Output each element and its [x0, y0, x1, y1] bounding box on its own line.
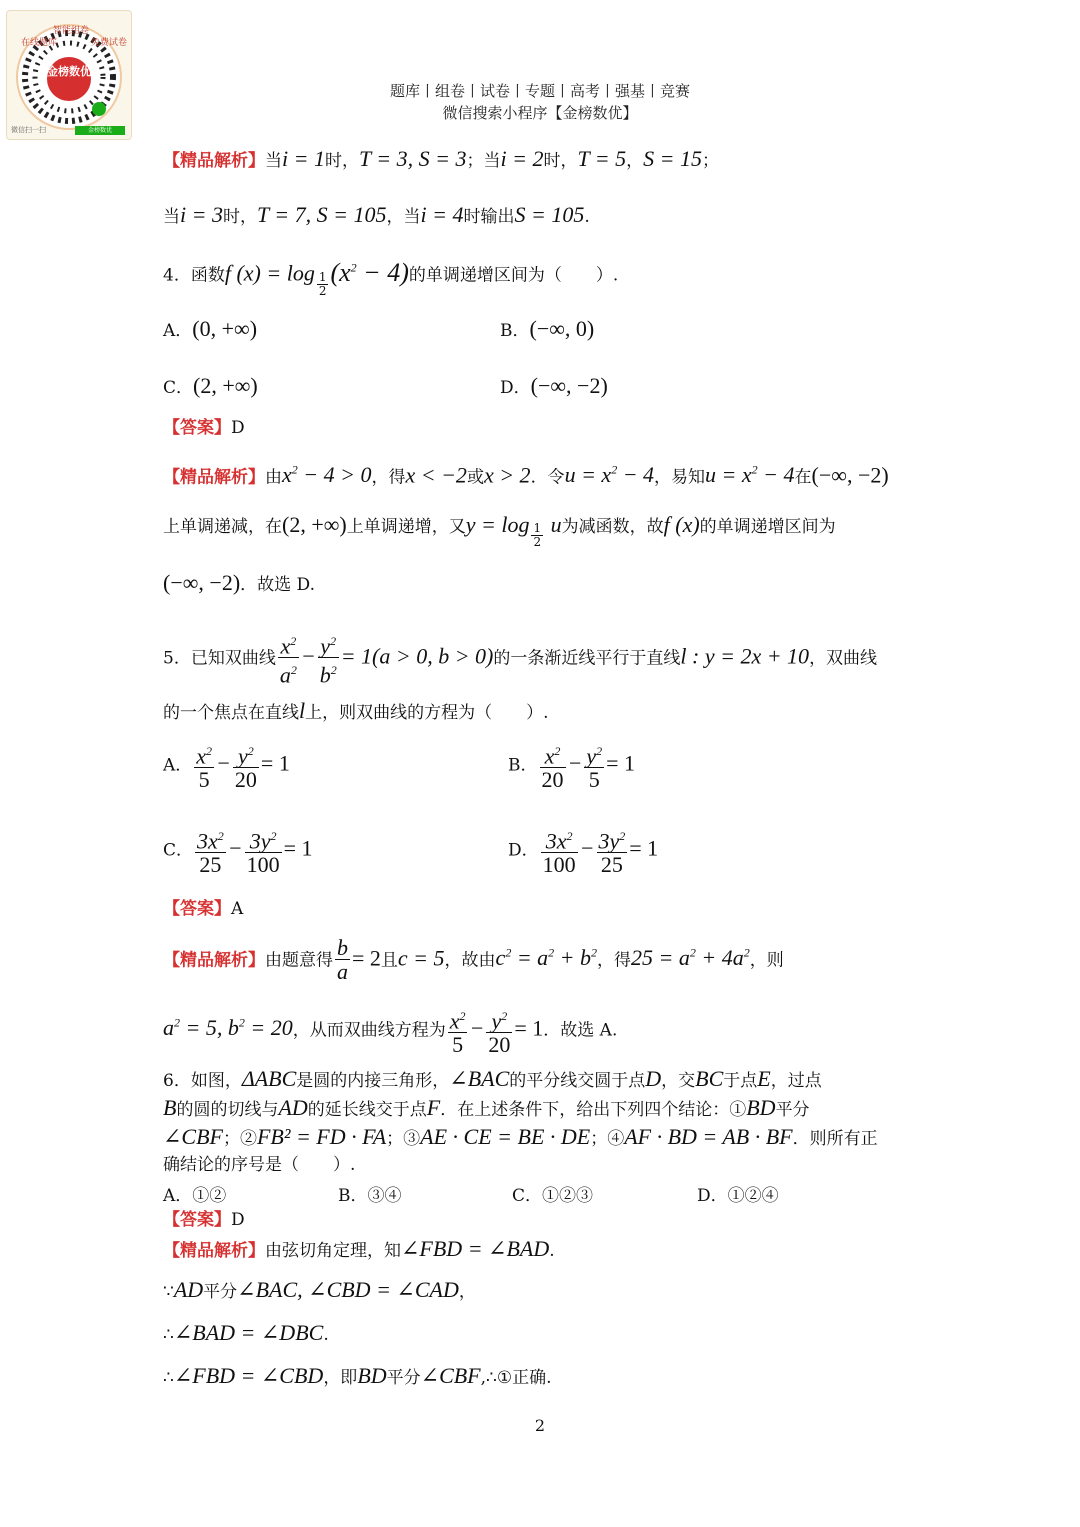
math: c = 5 — [397, 945, 445, 971]
frac-num: $y^2$ — [318, 630, 339, 658]
option-value: ③④ — [367, 1186, 402, 1206]
option-label: C． — [163, 378, 194, 398]
frac-num: $x^2$ — [278, 630, 299, 658]
text: 的一个焦点在直线 — [163, 703, 299, 723]
fraction — [245, 825, 282, 877]
text: 的一条渐近线平行于直线 — [493, 648, 681, 669]
math: ∠FBD = ∠BAD — [401, 1236, 550, 1261]
option-value: (0, +∞) — [192, 316, 258, 341]
frac-den: $a^2$ — [279, 662, 297, 688]
text: 于点 — [723, 1071, 758, 1091]
math: ∠FBD = ∠CBD — [173, 1363, 324, 1388]
answer-value: A — [231, 899, 244, 919]
math: $c^2 = a^2 + b^2$ — [495, 945, 598, 971]
frac-den: 2 — [533, 535, 542, 549]
fraction — [335, 937, 350, 984]
q4-analysis-line2 — [163, 510, 836, 549]
math: BD — [746, 1095, 776, 1120]
math-part: = 20 — [244, 1015, 293, 1041]
fraction — [318, 630, 339, 688]
frac-den: 20 — [234, 767, 257, 793]
text: ，得 — [371, 467, 406, 488]
frac-den: $b^2$ — [319, 662, 337, 688]
header-line1: 题库丨组卷丨试卷丨专题丨高考丨强基丨竞赛 — [389, 82, 690, 100]
text: ．故选 A. — [543, 1020, 618, 1041]
text: ， — [626, 151, 644, 171]
text: ，即 — [323, 1368, 358, 1388]
math-part: = 5, b — [180, 1015, 239, 1041]
q6-answer — [163, 1205, 245, 1235]
frac-num: $3y^2$ — [597, 825, 628, 853]
math: = 1 — [629, 835, 659, 861]
text: 由 — [265, 467, 282, 488]
math: x < −2 — [405, 462, 467, 488]
math: BD — [357, 1363, 387, 1388]
math: = 1 — [283, 835, 313, 861]
text: 上单调递增，又 — [346, 517, 466, 537]
answer-label: 【答案】 — [163, 418, 231, 438]
math: S = 105 — [514, 202, 585, 227]
text: 是圆的内接三角形， — [296, 1071, 450, 1091]
math: ΔABC — [241, 1066, 297, 1091]
text: . — [584, 207, 590, 227]
q6-option-d[interactable] — [697, 1181, 779, 1206]
math: F — [426, 1095, 441, 1120]
math-part: b — [319, 662, 331, 688]
option-label: C． — [512, 1186, 543, 1206]
math-part: u = x — [705, 462, 752, 488]
text: ，交 — [661, 1071, 696, 1091]
text: ；④ — [590, 1129, 625, 1149]
text: ，故由 — [444, 950, 496, 971]
text: . — [549, 1241, 555, 1261]
math: f (x) — [663, 512, 700, 537]
text: ；③ — [386, 1129, 421, 1149]
frac-num: b — [337, 935, 348, 961]
q6-option-c[interactable] — [512, 1181, 593, 1206]
text: 由题意得 — [265, 950, 333, 971]
text: . — [323, 1325, 329, 1345]
header-line2: 微信搜索小程序【金榜数优】 — [442, 104, 638, 122]
text: 在 — [794, 467, 812, 488]
math: i = 3 — [180, 202, 223, 227]
math: = 1 — [606, 750, 636, 776]
text: ，从而双曲线方程为 — [292, 1020, 446, 1041]
math: i = 2 — [500, 146, 544, 171]
text: ；当 — [466, 151, 501, 171]
option-value: ①②③ — [542, 1186, 594, 1206]
text: 由弦切角定理，知 — [265, 1241, 401, 1261]
q6-option-a[interactable] — [163, 1181, 226, 1206]
math: FB² = FD · FA — [256, 1124, 387, 1149]
math: i = 1 — [282, 146, 325, 171]
text: 时， — [543, 151, 578, 171]
logo-arc-text-mid: 智能组卷 — [53, 26, 90, 36]
math: (2, +∞) — [282, 512, 347, 537]
math: ∠CBF — [420, 1363, 481, 1388]
answer-label: 【答案】 — [163, 1210, 231, 1230]
q5-option-c[interactable]: C． $\frac{3x^2}{25}$ − $\frac{3y^2}{100}$ = 1 — [163, 825, 313, 877]
frac-den: 25 — [600, 852, 623, 878]
option-label: B． — [508, 755, 538, 776]
text: 为减函数，故 — [561, 517, 664, 537]
text: ∵ — [163, 1282, 174, 1302]
math: ∠BAC — [449, 1066, 510, 1091]
math: ∠BAD = ∠DBC — [173, 1320, 324, 1345]
q4-analysis-line1 — [163, 455, 889, 492]
page-number: 2 — [534, 1416, 546, 1435]
q5-analysis-line2: $a^2 = 5$, $b^2 = 20$，从而双曲线方程为 $\frac{x^2}{5}$ − $\frac{y^2}{20}$ = 1．故选 A. — [163, 998, 617, 1057]
text: 6．如图， — [163, 1071, 242, 1091]
math-part: − 4 > 0 — [297, 462, 372, 488]
math: x > 2 — [483, 462, 531, 488]
fraction — [195, 825, 226, 877]
fraction — [541, 825, 578, 877]
question-number: 4．函数 — [163, 265, 225, 286]
math-part: − 4) — [356, 257, 409, 287]
math-part: a — [163, 1015, 174, 1041]
option-value: (2, +∞) — [193, 373, 258, 398]
math-part: c — [495, 945, 506, 971]
analysis-label: 【精品解析】 — [163, 1241, 265, 1261]
math: AD — [173, 1277, 204, 1302]
math: B — [163, 1095, 177, 1120]
text: ∴ — [163, 1368, 174, 1388]
math: l : y = 2x + 10 — [680, 643, 810, 669]
math: i = 4 — [420, 202, 464, 227]
q6-analysis-line3 — [163, 1318, 329, 1350]
option-label: D． — [500, 378, 531, 398]
question-number: 5．已知双曲线 — [163, 648, 276, 669]
text: ， — [458, 1282, 476, 1302]
q5-stem-line2 — [163, 696, 549, 728]
option-label: A． — [163, 321, 193, 341]
q6-option-b[interactable] — [338, 1181, 402, 1206]
fraction — [448, 1005, 468, 1057]
analysis-label: 【精品解析】 — [163, 151, 265, 171]
fraction — [540, 740, 566, 792]
logo-center-badge: 金榜数优 — [47, 57, 91, 101]
frac-den: a — [337, 959, 348, 985]
q6-analysis-line4 — [163, 1361, 552, 1393]
math: f (x) = log — [224, 260, 315, 286]
math: $(x^2 - 4)$ — [330, 257, 409, 287]
frac-den: 5 — [198, 767, 210, 793]
frac-num: $y^2$ — [486, 1005, 512, 1033]
q5-option-d[interactable]: D． $\frac{3x^2}{100}$ − $\frac{3y^2}{25}$ = 1 — [508, 825, 658, 877]
q4-analysis-line3 — [163, 568, 315, 600]
log-base — [531, 522, 543, 549]
frac-den: 20 — [488, 1031, 511, 1057]
text: 时， — [324, 151, 359, 171]
text: 平分 — [386, 1368, 421, 1388]
text: 时， — [222, 207, 257, 227]
option-value: (−∞, −2) — [530, 373, 608, 398]
math-part: x — [449, 1007, 460, 1033]
text: 的单调递增区间为（ ）. — [408, 265, 619, 286]
frac-num: $3y^2$ — [245, 825, 282, 853]
q5-analysis-line1 — [163, 928, 784, 985]
frac-num: $x^2$ — [194, 740, 214, 768]
text: ．在上述条件下，给出下列四个结论：① — [440, 1100, 747, 1120]
text: 平分 — [775, 1100, 810, 1120]
frac-den: 2 — [318, 283, 327, 298]
q3-analysis-line2 — [163, 200, 590, 232]
math: $u = x^2 - 4$ — [705, 462, 795, 488]
math: ∠CBF — [163, 1124, 223, 1149]
q6-analysis-line1 — [163, 1234, 555, 1266]
math: = 2 — [352, 945, 381, 971]
math-part: + 4a — [695, 945, 744, 971]
math: l — [299, 698, 306, 723]
q4-option-b[interactable] — [500, 316, 594, 342]
text: 且 — [380, 950, 398, 971]
math: y = log — [465, 512, 530, 537]
math: (−∞, −2) — [811, 462, 889, 488]
q5-answer — [163, 894, 243, 924]
text: 上，则双曲线的方程为（ ）. — [305, 703, 549, 723]
logo-footer-badge: 金榜数优 — [75, 126, 125, 135]
math: = 1 — [260, 750, 290, 776]
frac-num: $y^2$ — [233, 740, 259, 768]
frac-den: 100 — [246, 852, 280, 878]
option-value: (−∞, 0) — [529, 316, 595, 341]
frac-den: 25 — [199, 852, 222, 878]
option-label: A． — [163, 1186, 193, 1206]
math-part: − 4 — [757, 462, 795, 488]
q5-stem-line1: 5．已知双曲线 $\frac{x^2}{a^2}$ − $\frac{y^2}{b^2}$ = 1(a > 0, b > 0)的一条渐近线平行于直线l : y = 2x + 10，双曲线 — [163, 630, 877, 688]
text: ；② — [222, 1129, 257, 1149]
text: 时输出 — [463, 207, 515, 227]
logo-footer-left: 微信扫一扫 — [11, 126, 46, 134]
math-part: x — [544, 743, 555, 769]
option-label: C． — [163, 840, 194, 861]
frac-den: 5 — [588, 767, 600, 793]
text: ．令 — [530, 467, 565, 488]
logo-footer — [11, 125, 127, 137]
math-part: u = x — [564, 462, 612, 488]
frac-num: 1 — [533, 521, 542, 535]
q4-option-d[interactable] — [500, 373, 608, 399]
text: ； — [702, 151, 720, 171]
text: ∴ — [163, 1325, 174, 1345]
math-part: 3x — [197, 828, 218, 854]
fraction — [584, 740, 604, 792]
text: 当 — [265, 151, 282, 171]
fraction — [278, 630, 299, 688]
math: AD — [278, 1095, 308, 1120]
math: ∠BAC, ∠CBD = ∠CAD — [237, 1277, 459, 1302]
q6-analysis-line2 — [163, 1275, 476, 1307]
math: T = 5 — [577, 146, 627, 171]
option-label: D． — [508, 840, 539, 861]
q5-option-a[interactable]: A． $\frac{x^2}{5}$ − $\frac{y^2}{20}$ = 1 — [163, 740, 290, 792]
text: 当 — [163, 207, 180, 227]
frac-den: 20 — [541, 767, 564, 793]
math: $x^2 - 4 > 0$ — [282, 462, 372, 488]
option-label: B． — [500, 321, 530, 341]
math-part: x — [280, 633, 291, 659]
frac-num: 1 — [318, 269, 327, 284]
fraction — [486, 1005, 512, 1057]
math-part: = a — [511, 945, 549, 971]
option-label: B． — [338, 1186, 368, 1206]
text: 平分 — [203, 1282, 238, 1302]
frac-den: 5 — [452, 1031, 464, 1057]
logo-arc-text-left: 在线题库 — [21, 38, 58, 48]
text: 上单调递减，在 — [163, 517, 282, 537]
text: ．则所有正 — [792, 1129, 878, 1149]
text: 的圆的切线与 — [176, 1100, 279, 1120]
text: ，双曲线 — [809, 648, 878, 669]
math: = 1 — [514, 1015, 544, 1041]
math: AF · BD = AB · BF — [624, 1124, 793, 1149]
math-part: y — [491, 1007, 502, 1033]
fraction — [233, 740, 259, 792]
math-part: 3y — [598, 828, 620, 854]
frac-num: $3x^2$ — [195, 825, 226, 853]
q6-stem-line4: 确结论的序号是（ ）. — [163, 1155, 356, 1175]
frac-den: 100 — [542, 852, 576, 878]
frac-num: $3x^2$ — [541, 825, 578, 853]
text: 的延长线交于点 — [307, 1100, 427, 1120]
text: ,∴①正确. — [480, 1368, 552, 1388]
q4-option-a[interactable] — [163, 316, 257, 342]
math-part: 25 = a — [631, 945, 690, 971]
answer-value: D — [231, 418, 245, 438]
math-part: y — [320, 633, 331, 659]
math-part: + b — [554, 945, 592, 971]
text: ，得 — [597, 950, 632, 971]
q4-option-c[interactable] — [163, 373, 258, 399]
math: AE · CE = BE · DE — [420, 1124, 591, 1149]
math: BC — [695, 1066, 724, 1091]
q6-stem-line2 — [163, 1093, 810, 1125]
answer-value: D — [231, 1210, 245, 1230]
fraction — [194, 740, 214, 792]
text: ，过点 — [770, 1071, 822, 1091]
option-label: A． — [163, 755, 193, 776]
math-part: a — [279, 662, 291, 688]
math: $25 = a^2 + 4a^2$ — [631, 945, 750, 971]
math-part: x — [282, 462, 292, 488]
text: ，当 — [386, 207, 421, 227]
math: = 1(a > 0, b > 0) — [340, 643, 494, 669]
math: $u = x^2 - 4$ — [564, 462, 655, 488]
text: 或 — [466, 467, 484, 488]
answer-label: 【答案】 — [163, 899, 231, 919]
option-value: ①②④ — [727, 1186, 779, 1206]
q4-answer — [163, 413, 245, 443]
math: S = 15 — [643, 146, 703, 171]
text: ．故选 D. — [240, 575, 315, 595]
log-base — [317, 271, 329, 298]
math: (−∞, −2) — [163, 570, 241, 595]
math-part: − 4 — [617, 462, 655, 488]
frac-num: $x^2$ — [540, 740, 566, 768]
analysis-label: 【精品解析】 — [163, 467, 265, 488]
frac-num: $y^2$ — [584, 740, 604, 768]
math-part: y — [238, 743, 248, 769]
text: ，则 — [749, 950, 784, 971]
option-value: ①② — [192, 1186, 227, 1206]
option-label: D． — [697, 1186, 728, 1206]
fraction — [597, 825, 628, 877]
math-part: 3x — [545, 828, 567, 854]
math: T = 7, S = 105 — [256, 202, 387, 227]
math: u — [545, 512, 562, 537]
math: E — [757, 1066, 771, 1091]
text: ，易知 — [654, 467, 706, 488]
q3-analysis-line1 — [163, 144, 719, 176]
math: $a^2 = 5$, $b^2 = 20$ — [163, 1015, 293, 1041]
q6-stem-line1 — [163, 1064, 822, 1096]
math: T = 3, S = 3 — [358, 146, 467, 171]
q5-option-b[interactable]: B． $\frac{x^2}{20}$ − $\frac{y^2}{5}$ = 1 — [508, 740, 635, 792]
math: D — [645, 1066, 662, 1091]
analysis-label: 【精品解析】 — [163, 950, 265, 971]
math-part: x — [196, 743, 207, 769]
q4-stem — [163, 252, 618, 298]
math-part: (x — [330, 257, 351, 287]
math-part: 3y — [249, 828, 271, 854]
logo-arc-text-right: 免费试卷 — [91, 38, 128, 48]
text: 的单调递增区间为 — [699, 517, 836, 537]
math-part: y — [586, 743, 597, 769]
frac-num: $x^2$ — [448, 1005, 468, 1033]
text: 的平分线交圆于点 — [509, 1071, 646, 1091]
